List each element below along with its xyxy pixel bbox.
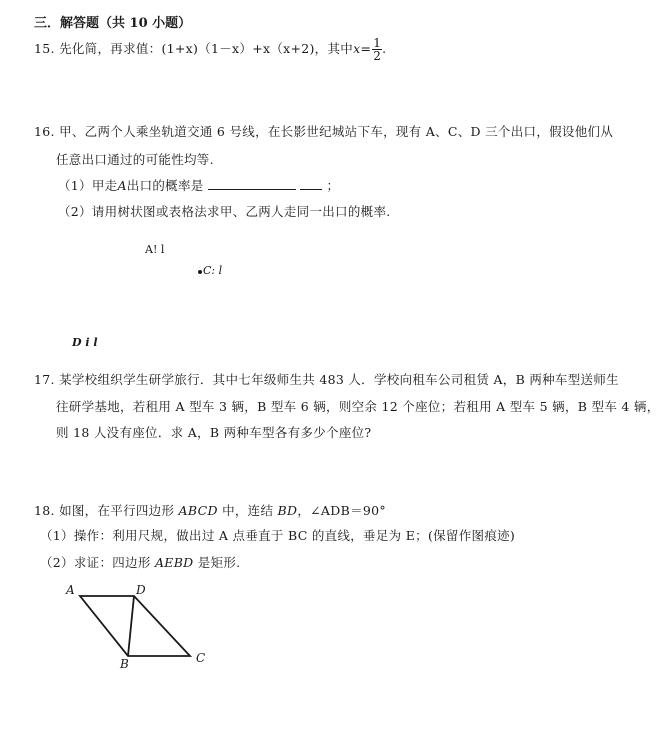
question-18-number: 18.: [34, 503, 55, 518]
q18-sub2-prefix: （2）求证：四边形: [40, 555, 151, 570]
q18-abcd: ABCD: [178, 503, 218, 518]
question-18-sub1: （1）操作：利用尺规，做出过 A 点垂直于 BC 的直线，垂足为 E；(保留作图痕迹): [40, 528, 516, 543]
q18-bd: BD: [277, 503, 298, 518]
parallelogram-figure: [60, 580, 220, 670]
vertex-d: D: [136, 583, 146, 597]
question-15-eq: =: [360, 41, 372, 56]
exit-a-label: A! l: [145, 243, 165, 256]
question-17-line2: 往研学基地，若租用 A 型车 3 辆，B 型车 6 辆，则空余 12 个座位；若租用 A 型车 5 辆，B 型车 4 辆，: [56, 399, 660, 414]
parallelogram-abcd: [80, 596, 190, 656]
exit-c-dot: [198, 270, 202, 274]
question-15-var: x: [353, 41, 361, 56]
sub1-prefix: （1）甲走: [58, 178, 118, 193]
sub1-text: 出口的概率是: [126, 178, 204, 193]
sub1-end: ；: [326, 178, 340, 193]
question-18-line1: [34, 501, 386, 519]
vertex-a: A: [66, 583, 75, 597]
exit-c-label: C: l: [203, 264, 223, 277]
question-16-number: 16.: [34, 124, 55, 139]
q18-sub2-end: 是矩形.: [197, 555, 241, 570]
question-15-fraction: [372, 37, 382, 62]
question-17-line3: 则 18 人没有座位．求 A，B 两种车型各有多少个座位?: [56, 425, 372, 440]
sub1-var: A: [117, 178, 127, 193]
fraction-denominator: 2: [373, 49, 382, 63]
question-16-line1: [34, 122, 613, 140]
question-17-text: 某学校组织学生研学旅行．其中七年级师生共 483 人．学校向租车公司租赁 A，B 两种车型送师生: [59, 372, 619, 387]
question-17-number: 17.: [34, 372, 55, 387]
vertex-c: C: [196, 651, 206, 665]
diagonal-bd: [128, 596, 134, 656]
vertex-b: B: [120, 657, 129, 671]
q18-prefix: 如图，在平行四边形: [59, 503, 175, 518]
fraction-numerator: 1: [373, 36, 382, 50]
question-16-text: 甲、乙两个人乘坐轨道交通 6 号线，在长影世纪城站下车，现有 A、C、D 三个出口，假设他们从: [59, 124, 614, 139]
exit-d-label: D i l: [72, 336, 98, 349]
question-15-text: 先化简，再求值：(1+x)（1－x）+x（x+2)，其中: [59, 41, 354, 56]
question-18-sub2: [40, 553, 240, 571]
q18-cond: ，∠ADB＝90°: [297, 503, 386, 518]
question-17-line1: [34, 370, 619, 388]
q18-mid: 中，连结: [222, 503, 274, 518]
question-16-line2: 任意出口通过的可能性均等.: [56, 152, 214, 167]
question-16-sub2: （2）请用树状图或表格法求甲、乙两人走同一出口的概率.: [58, 204, 391, 219]
section-title: 三．解答题（共 10 小题）: [34, 16, 192, 31]
question-15: [34, 37, 386, 62]
answer-blank[interactable]: [208, 179, 296, 190]
question-16-sub1: [58, 176, 339, 194]
q18-sub2-var: AEBD: [154, 555, 194, 570]
answer-blank-tail: [300, 179, 322, 190]
question-15-end: .: [382, 41, 387, 56]
question-15-number: 15.: [34, 41, 55, 56]
